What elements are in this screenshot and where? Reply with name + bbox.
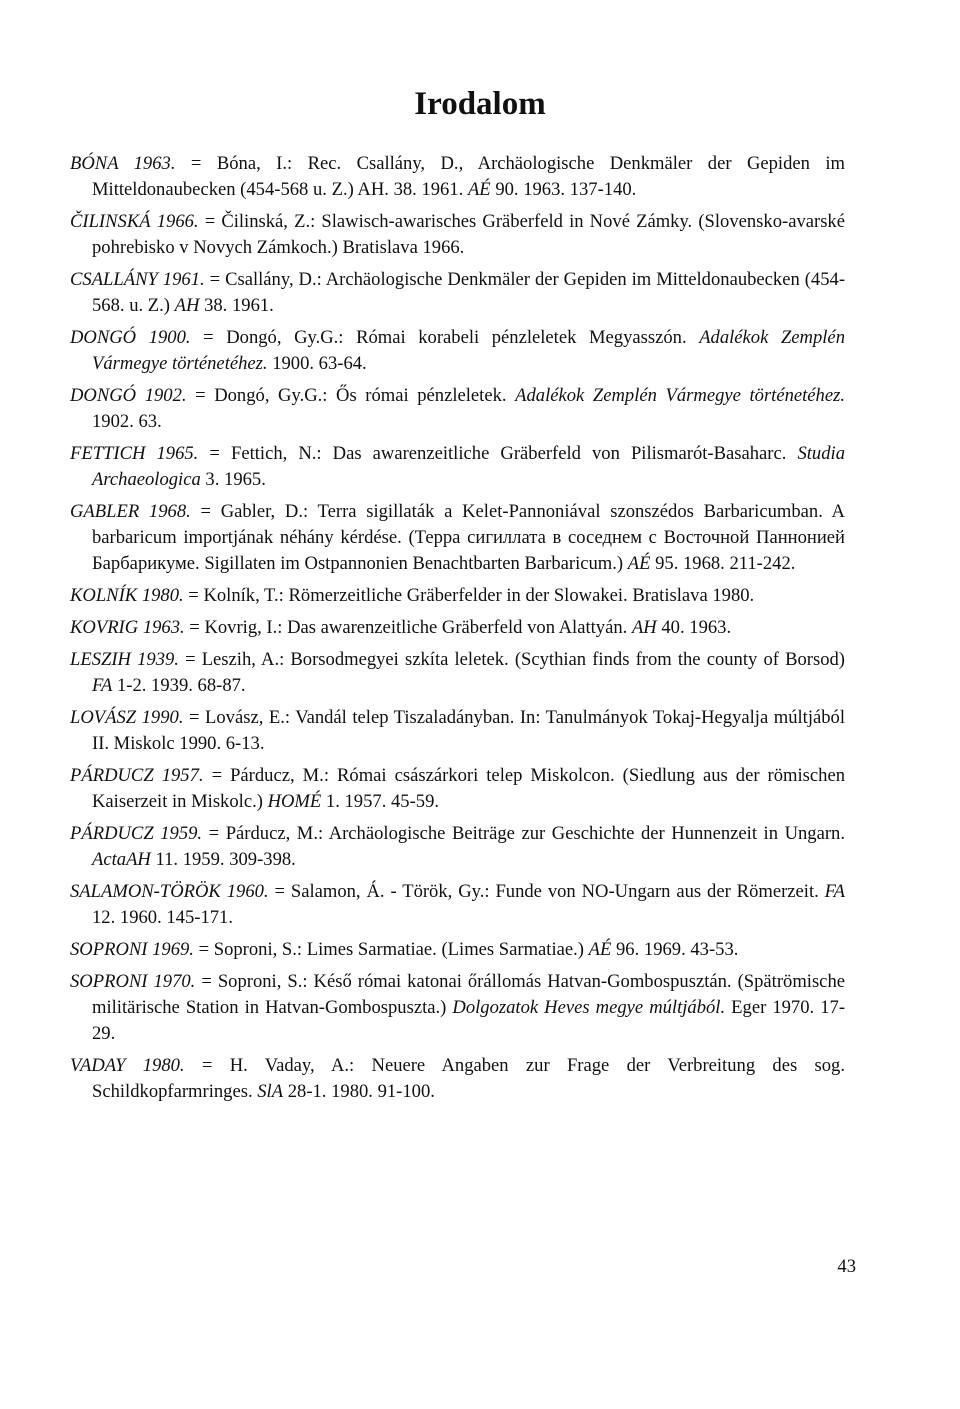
- reference-entry: [70, 499, 845, 577]
- reference-text: 96. 1969. 43-53.: [611, 939, 739, 960]
- reference-entry: [70, 151, 845, 203]
- reference-text: = Bóna, I.: Rec. Csallány, D., Archäologische Denkmäler der Gepiden im Mitteldonaubecken (454-568 u. Z.) AH. 38. 1961.: [92, 153, 845, 200]
- reference-italic-text: ActaAH: [92, 849, 151, 870]
- reference-text: = Lovász, E.: Vandál telep Tiszaladányban. In: Tanulmányok Tokaj-Hegyalja múltjából II. Miskolc 1990. 6-13.: [92, 707, 845, 754]
- reference-text: = Gabler, D.: Terra sigillaták a Kelet-Pannoniával szonszédos Barbaricumban. A barbaricum importjának néhány kérdése. (Терра сигиллата в соседнем с Восточной Паннонией Барбарикуме. Sigillaten im Ostpannonien Benachtbarten Barbaricum.): [92, 501, 845, 574]
- reference-text: = Párducz, M.: Római császárkori telep Miskolcon. (Siedlung aus der römischen Kaiserzeit in Miskolc.): [92, 765, 846, 812]
- reference-entry: [70, 267, 845, 319]
- reference-italic-text: SlA: [257, 1081, 284, 1102]
- reference-entry: [70, 879, 845, 931]
- reference-italic-text: Studia Archaeologica: [92, 443, 845, 490]
- page-title: Irodalom: [414, 86, 546, 122]
- reference-text: = Čilinská, Z.: Slawisch-awarisches Gräberfeld in Nové Zámky. (Slovensko-avarské pohrebisko v Novych Zámkoch.) Bratislava 1966.: [92, 211, 845, 258]
- reference-entry: [70, 441, 845, 493]
- reference-entry: [70, 969, 845, 1047]
- reference-entry: [70, 821, 845, 873]
- reference-key: DONGÓ 1900.: [70, 327, 191, 348]
- reference-key: CSALLÁNY 1961.: [70, 269, 205, 290]
- reference-italic-text: Adalékok Zemplén Vármegye történetéhez.: [92, 327, 845, 374]
- reference-text: = Soproni, S.: Limes Sarmatiae. (Limes Sarmatiae.): [193, 939, 589, 960]
- reference-entry: [70, 325, 845, 377]
- reference-text: 90. 1963. 137-140.: [490, 179, 637, 200]
- reference-entry: [70, 209, 845, 261]
- reference-entry: [70, 705, 845, 757]
- reference-list: [70, 151, 845, 1111]
- reference-key: LESZIH 1939.: [70, 649, 179, 670]
- reference-italic-text: Adalékok Zemplén Vármegye történetéhez.: [515, 385, 845, 406]
- reference-text: = Soproni, S.: Késő római katonai őrállomás Hatvan-Gombospusztán. (Spätrömische militärische Station in Hatvan-Gombospuszta.): [92, 971, 845, 1018]
- reference-italic-text: FA: [92, 675, 113, 696]
- reference-text: Eger 1970. 17-29.: [92, 997, 846, 1044]
- reference-key: KOLNÍK 1980.: [70, 585, 184, 606]
- reference-text: 28-1. 1980. 91-100.: [283, 1081, 435, 1102]
- reference-text: 3. 1965.: [200, 469, 266, 490]
- reference-text: = Dongó, Gy.G.: Ős római pénzleletek.: [186, 385, 516, 406]
- reference-entry: [70, 615, 845, 641]
- reference-entry: [70, 937, 845, 963]
- reference-text: 95. 1968. 211-242.: [650, 553, 796, 574]
- reference-text: 1900. 63-64.: [267, 353, 367, 374]
- reference-entry: [70, 647, 845, 699]
- reference-text: = Párducz, M.: Archäologische Beiträge zur Geschichte der Hunnenzeit in Ungarn.: [202, 823, 845, 844]
- reference-key: DONGÓ 1902.: [70, 385, 187, 406]
- reference-italic-text: AÉ: [588, 939, 612, 960]
- reference-italic-text: AH: [174, 295, 200, 316]
- reference-key: SOPRONI 1969.: [70, 939, 194, 960]
- reference-italic-text: AÉ: [627, 553, 651, 574]
- reference-key: VADAY 1980.: [70, 1055, 185, 1076]
- reference-italic-text: AÉ: [467, 179, 491, 200]
- reference-entry: [70, 1053, 845, 1105]
- reference-text: 40. 1963.: [656, 617, 732, 638]
- page-number: 43: [837, 1256, 856, 1277]
- reference-text: = Kolník, T.: Römerzeitliche Gräberfelder in der Slowakei. Bratislava 1980.: [183, 585, 755, 606]
- reference-italic-text: HOMÉ: [267, 791, 322, 812]
- reference-key: SALAMON-TÖRÖK 1960.: [70, 881, 269, 902]
- reference-text: 12. 1960. 145-171.: [92, 907, 233, 928]
- reference-text: = H. Vaday, A.: Neuere Angaben zur Frage der Verbreitung des sog. Schildkopfarmringes.: [92, 1055, 846, 1102]
- reference-entry: [70, 383, 845, 435]
- reference-entry: [70, 583, 845, 609]
- reference-text: = Salamon, Á. - Török, Gy.: Funde von NO-Ungarn aus der Römerzeit.: [268, 881, 825, 902]
- reference-text: = Fettich, N.: Das awarenzeitliche Gräberfeld von Pilismarót-Basaharc.: [198, 443, 798, 464]
- reference-key: PÁRDUCZ 1957.: [70, 765, 204, 786]
- reference-key: BÓNA 1963.: [70, 153, 176, 174]
- reference-text: = Kovrig, I.: Das awarenzeitliche Gräberfeld von Alattyán.: [184, 617, 632, 638]
- reference-text: 1. 1957. 45-59.: [321, 791, 440, 812]
- reference-key: PÁRDUCZ 1959.: [70, 823, 203, 844]
- reference-text: 11. 1959. 309-398.: [150, 849, 296, 870]
- reference-key: FETTICH 1965.: [70, 443, 199, 464]
- reference-text: = Dongó, Gy.G.: Római korabeli pénzleletek Megyasszón.: [190, 327, 700, 348]
- reference-italic-text: Dolgozatok Heves megye múltjából.: [452, 997, 726, 1018]
- reference-text: 38. 1961.: [199, 295, 274, 316]
- reference-key: GABLER 1968.: [70, 501, 191, 522]
- reference-key: KOVRIG 1963.: [70, 617, 185, 638]
- reference-italic-text: AH: [631, 617, 657, 638]
- reference-key: SOPRONI 1970.: [70, 971, 196, 992]
- reference-text: 1-2. 1939. 68-87.: [112, 675, 246, 696]
- reference-key: LOVÁSZ 1990.: [70, 707, 184, 728]
- reference-text: 1902. 63.: [92, 411, 162, 432]
- reference-entry: [70, 763, 845, 815]
- reference-key: ČILINSKÁ 1966.: [70, 211, 199, 232]
- reference-text: = Leszih, A.: Borsodmegyei szkíta leletek. (Scythian finds from the county of Borsod): [178, 649, 845, 670]
- reference-text: = Csallány, D.: Archäologische Denkmäler der Gepiden im Mitteldonaubecken (454-568. u. Z.): [92, 269, 846, 316]
- reference-italic-text: FA: [824, 881, 845, 902]
